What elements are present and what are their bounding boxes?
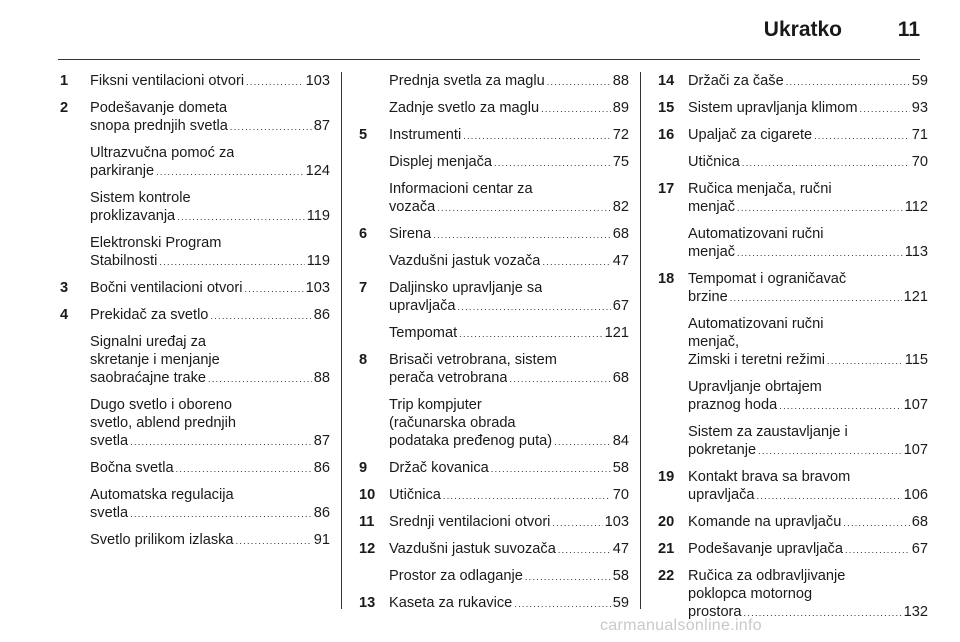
entry-text: Fiksni ventilacioni otvori — [90, 73, 245, 89]
entry-text: Kontakt brava sa bravom — [688, 469, 851, 485]
index-entry — [60, 486, 330, 523]
entry-text: perača vetrobrana — [389, 370, 508, 386]
index-entry — [60, 144, 330, 181]
index-entry — [359, 225, 629, 244]
dot-leader — [514, 594, 610, 613]
page-header — [0, 0, 960, 60]
index-entry — [359, 153, 629, 172]
entry-text: parkiranje — [90, 163, 155, 179]
page-reference[interactable]: 68 — [612, 370, 629, 386]
dot-leader — [230, 117, 312, 136]
entry-text: menjač — [688, 244, 736, 260]
index-entry — [658, 567, 928, 622]
index-entry — [60, 333, 330, 388]
dot-leader — [547, 72, 611, 91]
dot-leader — [458, 297, 611, 316]
index-entry — [658, 468, 928, 505]
index-entry — [359, 279, 629, 316]
dot-leader — [758, 441, 901, 460]
entry-text: Dugo svetlo i oboreno — [90, 397, 232, 413]
page-reference[interactable]: 87 — [313, 118, 330, 134]
page-reference[interactable]: 71 — [911, 127, 928, 143]
dot-leader — [541, 99, 611, 118]
page-reference[interactable]: 91 — [313, 532, 330, 548]
entry-text: Displej menjača — [389, 154, 493, 170]
index-entry — [60, 279, 330, 298]
index-entry — [658, 72, 928, 91]
entry-text: poklopca motornog — [688, 586, 813, 602]
dot-leader — [843, 513, 909, 532]
page-reference[interactable]: 103 — [305, 280, 330, 296]
index-entry — [359, 72, 629, 91]
page-reference[interactable]: 107 — [903, 397, 928, 413]
page-reference[interactable]: 70 — [612, 487, 629, 503]
dot-leader — [509, 369, 610, 388]
index-entry — [359, 513, 629, 532]
entry-text: prostora — [688, 604, 742, 620]
item-number: 5 — [359, 127, 368, 143]
dot-leader — [156, 162, 304, 181]
index-column-2 — [359, 72, 629, 621]
entry-text: Upravljanje obrtajem — [688, 379, 822, 395]
index-entry — [658, 423, 928, 460]
entry-text: Brisači vetrobrana, sistem — [389, 352, 557, 368]
entry-text: svetla — [90, 433, 129, 449]
watermark: carmanualsonline.info — [600, 617, 762, 634]
entry-text: menjač — [688, 199, 736, 215]
page-reference[interactable]: 115 — [904, 352, 928, 368]
dot-leader — [130, 432, 312, 451]
entry-text: Tempomat i ograničavač — [688, 271, 847, 287]
dot-leader — [246, 72, 304, 91]
page-reference[interactable]: 59 — [911, 73, 928, 89]
entry-text: Srednji ventilacioni otvori — [389, 514, 551, 530]
entry-text: podataka pređenog puta) — [389, 433, 553, 449]
page-title: Ukratko — [763, 18, 842, 41]
entry-text: pokretanje — [688, 442, 757, 458]
dot-leader — [210, 306, 311, 325]
page-reference[interactable]: 68 — [612, 226, 629, 242]
index-entry — [658, 99, 928, 118]
item-number: 19 — [658, 469, 675, 485]
entry-text: Utičnica — [688, 154, 740, 170]
index-entry — [60, 306, 330, 325]
entry-text: proklizavanja — [90, 208, 176, 224]
entry-text: Ultrazvučna pomoć za — [90, 145, 235, 161]
entry-text: Daljinsko upravljanje sa — [389, 280, 543, 296]
dot-leader — [437, 198, 611, 217]
index-entry — [658, 378, 928, 415]
dot-leader — [245, 279, 304, 298]
entry-text: Prekidač za svetlo — [90, 307, 209, 323]
item-number: 16 — [658, 127, 675, 143]
entry-text: Prostor za odlaganje — [389, 568, 523, 584]
index-entry — [359, 396, 629, 451]
entry-text: Vazdušni jastuk vozača — [389, 253, 541, 269]
page-reference[interactable]: 112 — [904, 199, 928, 215]
index-column-3 — [658, 72, 928, 630]
dot-leader — [463, 126, 611, 145]
item-number: 11 — [359, 514, 375, 530]
entry-text: Ručica menjača, ručni — [688, 181, 832, 197]
entry-text: Držač kovanica — [389, 460, 489, 476]
index-entry — [60, 459, 330, 478]
index-entry — [658, 513, 928, 532]
page-reference[interactable]: 132 — [903, 604, 928, 620]
entry-text: Podešavanje upravljača — [688, 541, 843, 557]
entry-text: Svetlo prilikom izlaska — [90, 532, 234, 548]
dot-leader — [730, 288, 902, 307]
index-entry — [359, 324, 629, 343]
page-reference[interactable]: 103 — [305, 73, 330, 89]
entry-text: Zadnje svetlo za maglu — [389, 100, 540, 116]
dot-leader — [542, 252, 610, 271]
dot-leader — [130, 504, 312, 523]
index-entry — [359, 126, 629, 145]
index-entry — [60, 396, 330, 451]
dot-leader — [554, 432, 611, 451]
entry-text: svetlo, ablend prednjih — [90, 415, 237, 431]
item-number: 9 — [359, 460, 368, 476]
entry-text: svetla — [90, 505, 129, 521]
item-number: 14 — [658, 73, 675, 89]
page-reference[interactable]: 107 — [903, 442, 928, 458]
dot-leader — [552, 513, 602, 532]
dot-leader — [786, 72, 910, 91]
entry-text: Vazdušni jastuk suvozača — [389, 541, 556, 557]
entry-text: Držači za čaše — [688, 73, 784, 89]
entry-text: snopa prednjih svetla — [90, 118, 228, 134]
page-reference[interactable]: 86 — [313, 460, 330, 476]
item-number: 1 — [60, 73, 69, 89]
entry-text: Trip kompjuter — [389, 397, 482, 413]
dot-leader — [742, 153, 910, 172]
index-entry — [359, 594, 629, 613]
entry-text: Signalni uređaj za — [90, 334, 207, 350]
item-number: 2 — [60, 100, 69, 116]
index-entry — [60, 72, 330, 91]
page-reference[interactable]: 113 — [904, 244, 928, 260]
index-entry — [658, 126, 928, 145]
index-entry — [359, 459, 629, 478]
page-reference[interactable]: 47 — [612, 253, 629, 269]
index-entry — [359, 486, 629, 505]
dot-leader — [814, 126, 910, 145]
page-reference[interactable]: 121 — [604, 325, 629, 341]
entry-text: Automatizovani ručni — [688, 226, 824, 242]
entry-text: Prednja svetla za maglu — [389, 73, 545, 89]
entry-text: skretanje i menjanje — [90, 352, 220, 368]
dot-leader — [459, 324, 603, 343]
entry-text: Komande na upravljaču — [688, 514, 842, 530]
entry-text: Tempomat — [389, 325, 458, 341]
entry-text: Sistem za zaustavljanje i — [688, 424, 848, 440]
page-reference[interactable]: 67 — [911, 541, 928, 557]
index-entry — [359, 351, 629, 388]
entry-text: vozača — [389, 199, 436, 215]
entry-text: Bočna svetla — [90, 460, 174, 476]
item-number: 4 — [60, 307, 69, 323]
entry-text: (računarska obrada — [389, 415, 516, 431]
entry-text: Utičnica — [389, 487, 441, 503]
item-number: 3 — [60, 280, 69, 296]
dot-leader — [737, 198, 903, 217]
entry-text: Sistem upravljanja klimom — [688, 100, 858, 116]
entry-text: Elektronski Program — [90, 235, 222, 251]
dot-leader — [525, 567, 611, 586]
entry-text: Sirena — [389, 226, 432, 242]
header-divider — [58, 59, 920, 60]
page-reference[interactable]: 103 — [604, 514, 629, 530]
dot-leader — [779, 396, 901, 415]
index-entry — [359, 180, 629, 217]
page-reference[interactable]: 59 — [612, 595, 629, 611]
index-entry — [359, 540, 629, 559]
page-reference[interactable]: 70 — [911, 154, 928, 170]
entry-text: Ručica za odbravljivanje — [688, 568, 846, 584]
entry-text: brzine — [688, 289, 728, 305]
item-number: 20 — [658, 514, 675, 530]
entry-text: Sistem kontrole — [90, 190, 191, 206]
page-reference[interactable]: 88 — [313, 370, 330, 386]
index-entry — [658, 270, 928, 307]
index-entry — [60, 234, 330, 271]
item-number: 6 — [359, 226, 368, 242]
page-reference[interactable]: 89 — [612, 100, 629, 116]
entry-text: Informacioni centar za — [389, 181, 533, 197]
page-reference[interactable]: 82 — [612, 199, 629, 215]
index-entry — [60, 531, 330, 550]
dot-leader — [433, 225, 611, 244]
index-entry — [359, 99, 629, 118]
column-divider-2 — [640, 72, 641, 609]
page-reference[interactable]: 106 — [903, 487, 928, 503]
entry-text: menjač, — [688, 334, 740, 350]
index-entry — [658, 180, 928, 217]
page-reference[interactable]: 86 — [313, 505, 330, 521]
page-reference[interactable]: 87 — [313, 433, 330, 449]
item-number: 22 — [658, 568, 675, 584]
entry-text: saobraćajne trake — [90, 370, 207, 386]
dot-leader — [494, 153, 611, 172]
item-number: 8 — [359, 352, 368, 368]
page-reference[interactable]: 67 — [612, 298, 629, 314]
dot-leader — [176, 459, 312, 478]
index-entry — [60, 189, 330, 226]
index-entry — [658, 315, 928, 370]
item-number: 10 — [359, 487, 376, 503]
page-number: 11 — [897, 18, 920, 41]
page-reference[interactable]: 93 — [911, 100, 928, 116]
dot-leader — [757, 486, 902, 505]
index-entry — [658, 225, 928, 262]
entry-text: Instrumenti — [389, 127, 462, 143]
dot-leader — [443, 486, 611, 505]
page-reference[interactable]: 119 — [306, 208, 330, 224]
page-reference[interactable]: 68 — [911, 514, 928, 530]
page-reference[interactable]: 84 — [612, 433, 629, 449]
index-entry — [658, 540, 928, 559]
entry-text: Stabilnosti — [90, 253, 158, 269]
item-number: 12 — [359, 541, 376, 557]
dot-leader — [159, 252, 304, 271]
page-reference[interactable]: 121 — [903, 289, 928, 305]
dot-leader — [827, 351, 903, 370]
page-reference[interactable]: 58 — [612, 568, 629, 584]
column-divider-1 — [341, 72, 342, 609]
item-number: 7 — [359, 280, 368, 296]
page-reference[interactable]: 75 — [612, 154, 629, 170]
dot-leader — [558, 540, 611, 559]
dot-leader — [208, 369, 312, 388]
dot-leader — [737, 243, 903, 262]
page-reference[interactable]: 58 — [612, 460, 629, 476]
item-number: 13 — [359, 595, 376, 611]
page-reference[interactable]: 88 — [612, 73, 629, 89]
entry-text: praznog hoda — [688, 397, 778, 413]
index-entry — [359, 567, 629, 586]
entry-text: Podešavanje dometa — [90, 100, 228, 116]
entry-text: Zimski i teretni režimi — [688, 352, 826, 368]
dot-leader — [845, 540, 910, 559]
index-entry — [60, 99, 330, 136]
entry-text: upravljača — [389, 298, 456, 314]
dot-leader — [177, 207, 305, 226]
dot-leader — [860, 99, 910, 118]
entry-text: Automatizovani ručni — [688, 316, 824, 332]
page-reference[interactable]: 119 — [306, 253, 330, 269]
dot-leader — [236, 531, 312, 550]
entry-text: Bočni ventilacioni otvori — [90, 280, 243, 296]
entry-text: upravljača — [688, 487, 755, 503]
page-reference[interactable]: 86 — [313, 307, 330, 323]
dot-leader — [744, 603, 902, 622]
entry-text: Automatska regulacija — [90, 487, 234, 503]
item-number: 15 — [658, 100, 675, 116]
index-entry — [658, 153, 928, 172]
item-number: 21 — [658, 541, 675, 557]
dot-leader — [491, 459, 611, 478]
page-reference[interactable]: 124 — [305, 163, 330, 179]
item-number: 18 — [658, 271, 675, 287]
page-reference[interactable]: 72 — [612, 127, 629, 143]
page-reference[interactable]: 47 — [612, 541, 629, 557]
index-entry — [359, 252, 629, 271]
entry-text: Kaseta za rukavice — [389, 595, 513, 611]
index-column-1 — [60, 72, 330, 558]
entry-text: Upaljač za cigarete — [688, 127, 813, 143]
item-number: 17 — [658, 181, 675, 197]
